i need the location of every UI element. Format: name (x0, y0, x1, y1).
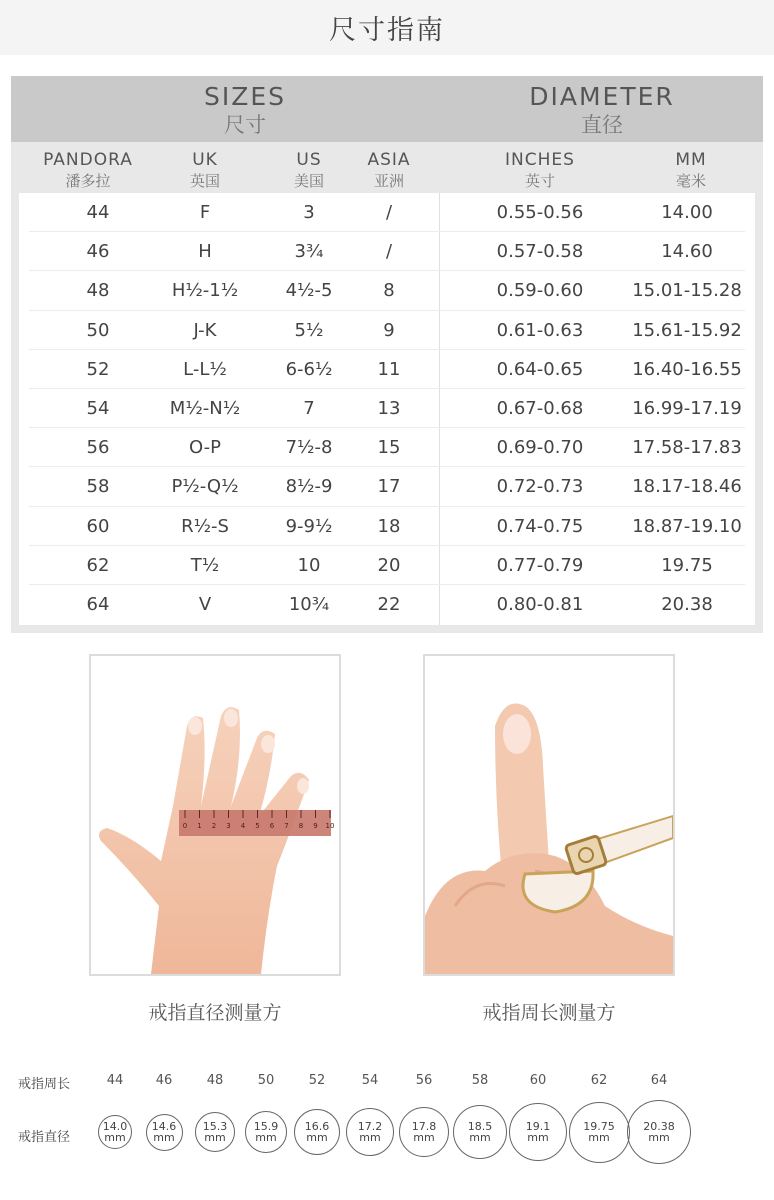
table-cell: 54 (86, 398, 110, 419)
table-cell: 0.59-0.60 (496, 280, 584, 302)
sizes-heading-en: SIZES (203, 82, 287, 111)
table-cell: 18.87-19.10 (632, 515, 742, 537)
table-cell: 6-6½ (285, 358, 333, 380)
ruler-tick-label: 8 (298, 822, 304, 830)
size-number: 54 (361, 1073, 379, 1088)
circumference-label: 戒指周长 (18, 1077, 71, 1092)
table-cell: 50 (86, 319, 110, 341)
circle-diameter: 18.5 (467, 1120, 493, 1133)
circle-unit: mm (153, 1131, 175, 1144)
column-header-cn: 毫米 (675, 172, 706, 190)
table-cell: 10 (297, 554, 321, 576)
circumference-method-image (423, 654, 675, 976)
column-header (621, 150, 761, 191)
circle-unit: mm (204, 1131, 226, 1144)
table-cell: 0.64-0.65 (496, 358, 584, 380)
diameter-heading-cn: 直径 (581, 113, 623, 137)
ruler-tick-label: 2 (211, 822, 217, 830)
size-circle (245, 1111, 287, 1153)
circle-diameter: 14.0 (102, 1120, 128, 1133)
column-header-en: PANDORA (43, 150, 133, 170)
table-cell: 46 (86, 241, 110, 263)
table-cell: 9 (383, 319, 395, 341)
size-circle (98, 1115, 132, 1149)
column-header-cn: 亚洲 (373, 172, 404, 190)
ruler-tick-label: 3 (226, 822, 231, 830)
circle-unit: mm (413, 1131, 435, 1144)
table-cell: 56 (86, 437, 110, 459)
table-cell: 13 (377, 398, 401, 419)
circle-unit: mm (255, 1131, 277, 1144)
table-cell: 10¾ (288, 594, 330, 615)
size-number: 46 (155, 1073, 173, 1088)
table-cell: 8½-9 (285, 476, 333, 498)
table-cell: 15.01-15.28 (632, 280, 742, 302)
table-cell: 14.00 (661, 202, 713, 223)
size-number: 58 (471, 1073, 489, 1088)
size-circle (569, 1102, 630, 1163)
column-header-en: ASIA (367, 150, 411, 170)
table-cell: 8 (383, 280, 395, 302)
diameter-method-image (89, 654, 341, 976)
table-cell: 0.57-0.58 (496, 241, 584, 263)
circle-diameter: 15.3 (202, 1120, 228, 1133)
column-header (23, 150, 153, 191)
size-circle (346, 1108, 394, 1156)
table-cell: 44 (86, 202, 110, 223)
table-cell: 64 (86, 594, 110, 615)
table-cell: / (385, 202, 393, 223)
table-row (19, 311, 755, 350)
table-body (19, 193, 755, 625)
circle-unit: mm (527, 1131, 549, 1144)
table-cell: 4½-5 (285, 280, 333, 302)
size-circle (509, 1103, 567, 1161)
table-cell: F (199, 202, 211, 223)
table-cell: 60 (86, 515, 110, 537)
table-cell: 14.60 (661, 241, 713, 263)
table-cell: 48 (86, 280, 110, 302)
ruler-tick-label: 0 (182, 822, 188, 830)
table-cell: 22 (377, 594, 401, 615)
diameter-label: 戒指直径 (18, 1130, 71, 1145)
table-row (19, 350, 755, 389)
column-header-en: US (296, 150, 322, 170)
table-cell: O-P (188, 437, 222, 459)
column-header (449, 150, 631, 191)
table-row (19, 428, 755, 467)
table-cell: 5½ (294, 319, 324, 341)
table-cell: 0.77-0.79 (496, 554, 584, 576)
table-cell: J-K (193, 319, 217, 341)
ruler-tick-label: 4 (240, 822, 246, 830)
size-circle (294, 1109, 340, 1155)
hand-icon (99, 707, 309, 974)
circle-diameter: 14.6 (151, 1120, 177, 1133)
table-cell: M½-N½ (169, 398, 241, 419)
table-row (19, 507, 755, 546)
table-cell: 7 (303, 398, 315, 419)
column-header (267, 150, 351, 191)
circle-unit: mm (359, 1131, 381, 1144)
circle-diameter: 19.75 (583, 1120, 615, 1133)
table-cell: 0.67-0.68 (496, 398, 584, 419)
diameter-heading-en: DIAMETER (529, 82, 675, 111)
table-row (19, 546, 755, 585)
size-circle (399, 1107, 449, 1157)
table-cell: 0.69-0.70 (496, 437, 584, 459)
circle-unit: mm (588, 1131, 610, 1144)
table-cell: 3¾ (294, 241, 324, 263)
table-cell: 11 (377, 358, 401, 380)
column-header-cn: 英国 (189, 172, 220, 190)
table-cell: 20 (377, 554, 401, 576)
table-cell: L-L½ (183, 358, 227, 380)
right-caption: 戒指周长测量方 (482, 1002, 616, 1024)
table-cell: T½ (190, 554, 220, 576)
column-header-en: INCHES (505, 150, 575, 170)
ruler-tick-label: 6 (269, 822, 275, 830)
ruler-tick-label: 5 (255, 822, 260, 830)
circle-diameter: 20.38 (643, 1120, 675, 1133)
table-cell: 52 (86, 358, 110, 380)
size-number: 60 (529, 1073, 547, 1088)
table-cell: 62 (86, 554, 110, 576)
left-caption: 戒指直径测量方 (148, 1002, 282, 1024)
table-cell: V (198, 594, 212, 615)
size-number: 44 (106, 1073, 124, 1088)
circle-diameter: 17.8 (411, 1120, 437, 1133)
column-header-cn: 英寸 (524, 172, 555, 190)
column-header-en: UK (192, 150, 218, 170)
size-table (11, 76, 763, 633)
table-cell: 58 (86, 476, 110, 498)
table-cell: 16.99-17.19 (632, 398, 742, 419)
ruler-tick-label: 10 (325, 822, 335, 830)
circle-diameter: 16.6 (304, 1120, 330, 1133)
column-header-en: MM (675, 150, 707, 170)
ruler-tick-label: 1 (197, 822, 202, 830)
table-cell: 17.58-17.83 (632, 437, 742, 459)
table-row (19, 585, 755, 624)
size-number: 50 (257, 1073, 275, 1088)
table-cell: 16.40-16.55 (632, 358, 742, 380)
table-cell: R½-S (181, 515, 229, 537)
circle-unit: mm (469, 1131, 491, 1144)
ruler-tick-label: 9 (313, 822, 318, 830)
circle-diameter: 17.2 (357, 1120, 383, 1133)
size-circle (146, 1114, 183, 1151)
size-circle (453, 1105, 507, 1159)
table-cell: 0.80-0.81 (496, 594, 584, 615)
table-row (19, 271, 755, 310)
table-cell: 7½-8 (285, 437, 333, 459)
table-cell: 0.74-0.75 (496, 515, 584, 537)
circle-unit: mm (104, 1131, 126, 1144)
size-circle (627, 1100, 691, 1164)
table-cell: 9-9½ (285, 515, 333, 537)
ruler-tick-label: 7 (284, 822, 289, 830)
table-cell: 0.61-0.63 (496, 319, 584, 341)
table-cell: 0.55-0.56 (496, 202, 584, 223)
table-cell: 18 (377, 515, 401, 537)
finger-strip-illustration (425, 656, 673, 974)
column-header (145, 150, 265, 191)
circle-diameter: 15.9 (253, 1120, 279, 1133)
table-cell: 15 (377, 437, 401, 459)
table-cell: 20.38 (661, 594, 713, 615)
circle-diameter: 19.1 (525, 1120, 551, 1133)
table-cell: H½-1½ (171, 280, 239, 302)
table-cell: 3 (303, 202, 315, 223)
table-cell: 15.61-15.92 (632, 319, 742, 341)
column-header-cn: 潘多拉 (65, 172, 111, 190)
table-cell: P½-Q½ (171, 476, 239, 498)
sizes-group-heading (11, 82, 479, 139)
table-row (19, 389, 755, 428)
size-circle (195, 1112, 235, 1152)
size-number: 64 (650, 1073, 668, 1088)
hand-ruler-illustration (91, 656, 339, 974)
circle-unit: mm (306, 1131, 328, 1144)
table-cell: / (385, 241, 393, 263)
size-number: 52 (308, 1073, 326, 1088)
table-row (19, 193, 755, 232)
table-group-header (11, 76, 763, 142)
page-title: 尺寸指南 (329, 15, 445, 46)
table-cell: 17 (377, 476, 401, 498)
column-header (349, 150, 429, 191)
diameter-group-heading (441, 82, 763, 139)
table-cell: H (198, 241, 212, 263)
circle-unit: mm (648, 1131, 670, 1144)
column-header-cn: 美国 (293, 172, 324, 190)
table-row (19, 232, 755, 271)
ruler-icon (179, 810, 334, 836)
size-number: 56 (415, 1073, 433, 1088)
table-cell: 19.75 (661, 554, 713, 576)
sizes-heading-cn: 尺寸 (224, 113, 266, 137)
size-number: 48 (206, 1073, 224, 1088)
size-number: 62 (590, 1073, 608, 1088)
table-row (19, 467, 755, 506)
table-cell: 0.72-0.73 (496, 476, 584, 498)
table-cell: 18.17-18.46 (632, 476, 742, 498)
